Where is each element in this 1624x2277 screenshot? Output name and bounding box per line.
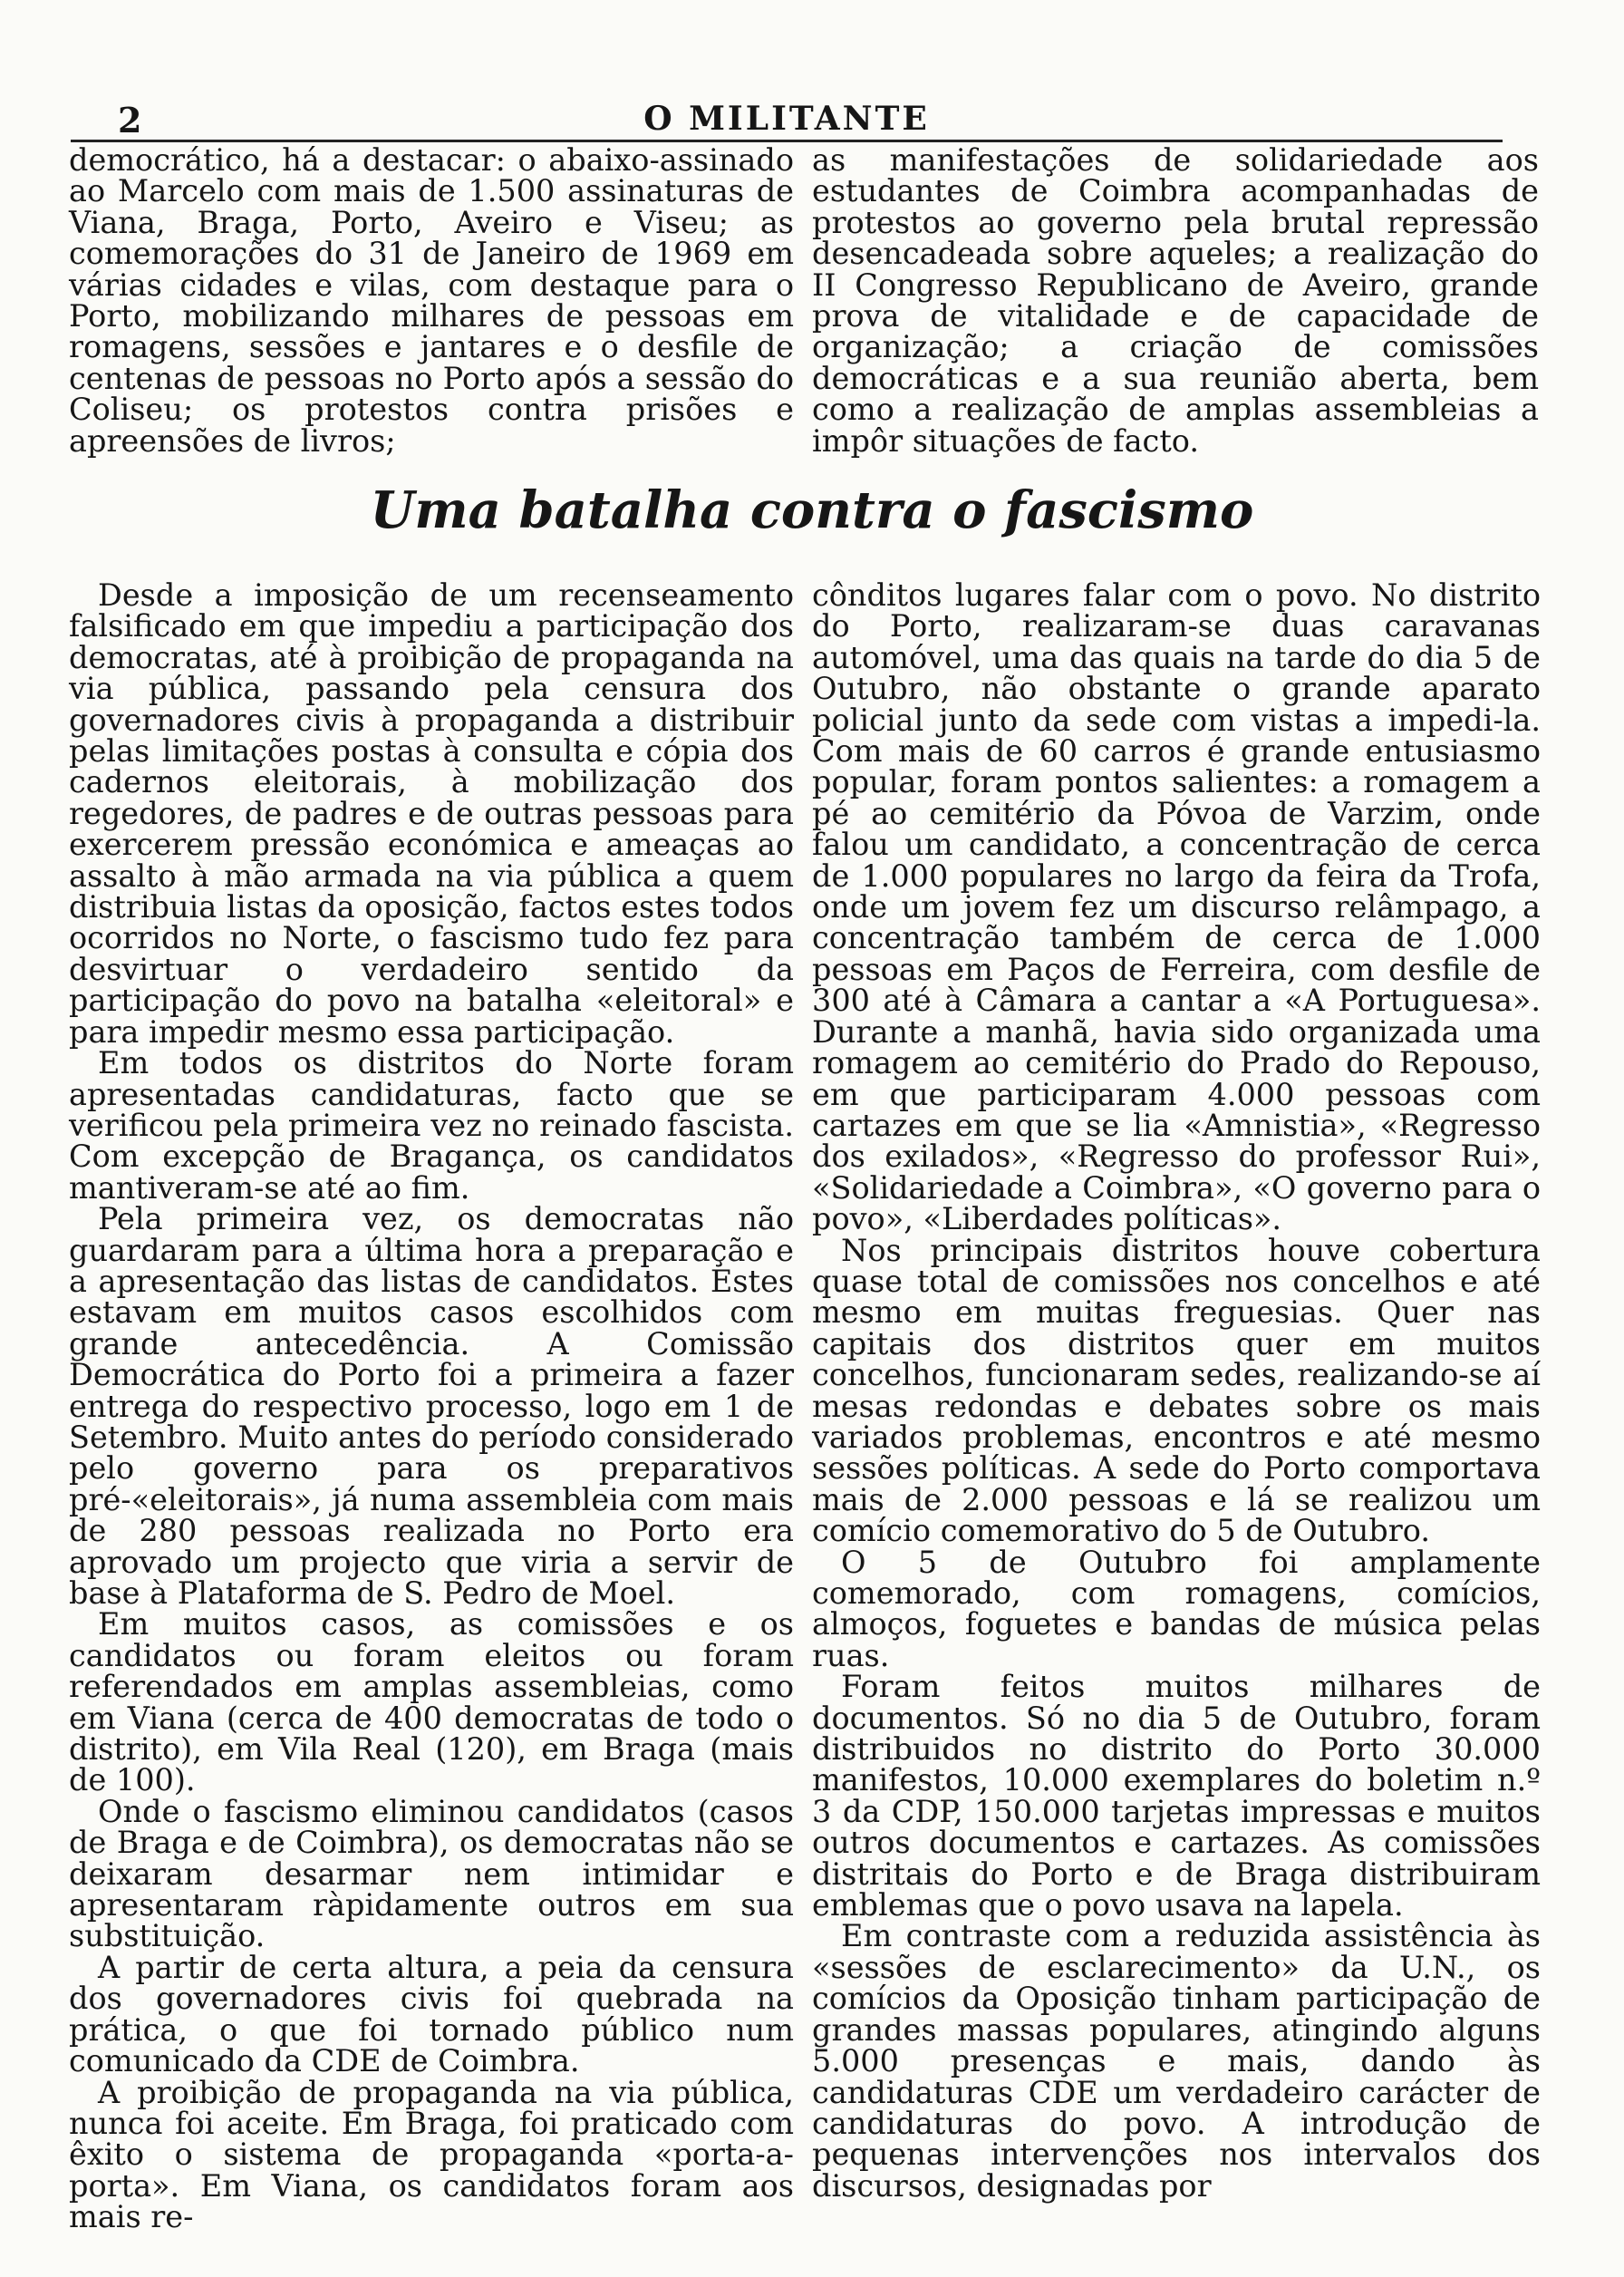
- paragraph: cônditos lugares falar com o povo. No distrito do Porto, realizaram-se duas caravanas automóvel, uma das quais na tarde do dia 5 de Outubro, não obstante o grande aparato policial junto da sede com vistas a impedi-la. Com mais de 60 carros é grande entusiasmo popular, foram pontos salientes: a romagem a pé ao cemitério da Póvoa de Varzim, onde falou um candidato, a concentração de cerca de 1.000 populares no largo da feira da Trofa, onde um jovem fez um discurso relâmpago, a concentração também de cerca de 1.000 pessoas em Paços de Ferreira, com desfile de 300 até à Câmara a cantar a «A Portuguesa». Durante a manhã, havia sido organizada uma romagem ao cemitério do Prado do Repouso, em que participaram 4.000 pessoas com cartazes em que se lia «Amnistia», «Regresso dos exilados», «Regresso do professor Rui», «Solidariedade a Coimbra», «O governo para o povo», «Liberdades políticas».: [812, 577, 1541, 1237]
- article-left-column: [69, 577, 794, 2235]
- intro-right-paragraph: as manifestações de solidariedade aos estudantes de Coimbra acompanhadas de protestos ao governo pela brutal repressão desencadeada sobre aqueles; a realização do II Congresso Republicano de Aveiro, grande prova de vitalidade e de capacidade de organização; a criação de comissões democráticas e a sua reunião aberta, bem como a realização de amplas assembleias a impôr situações de facto.: [812, 142, 1539, 459]
- article-right-column: [812, 577, 1541, 2204]
- paragraph: A proibição de propaganda na via pública, nunca foi aceite. Em Braga, foi praticado com êxito o sistema de propaganda «porta-a-porta». Em Viana, os candidatos foram aos mais re-: [69, 2074, 794, 2235]
- journal-title: O MILITANTE: [643, 100, 930, 138]
- paragraph: A partir de certa altura, a peia da censura dos governadores civis foi quebrada na prática, o que foi tornado público num comunicado da CDE de Coimbra.: [69, 1949, 794, 2079]
- paragraph: O 5 de Outubro foi amplamente comemorado, com romagens, comícios, almoços, foguetes e bandas de música pelas ruas.: [812, 1544, 1541, 1673]
- paragraph: Em todos os distritos do Norte foram apresentadas candidaturas, facto que se verificou pela primeira vez no reinado fascista. Com excepção de Bragança, os candidatos mantiveram-se até ao fim.: [69, 1045, 794, 1206]
- paragraph: Pela primeira vez, os democratas não guardaram para a última hora a preparação e a apresentação das listas de candidatos. Estes estavam em muitos casos escolhidos com grande antecedência. A Comissão Democrática do Porto foi a primeira a fazer entrega do respectivo processo, logo em 1 de Setembro. Muito antes do período considerado pelo governo para os preparativos pré-«eleitorais», já numa assembleia com mais de 280 pessoas realizada no Porto era aprovado um projecto que viria a servir de base à Plataforma de S. Pedro de Moel.: [69, 1201, 794, 1611]
- paragraph: Nos principais distritos houve cobertura quase total de comissões nos concelhos e até mesmo em muitas freguesias. Quer nas capitais dos distritos quer em muitos concelhos, funcionaram sedes, realizando-se aí mesas redondas e debates sobre os mais variados problemas, encontros e até mesmo sessões políticas. A sede do Porto comportava mais de 2.000 pessoas e lá se realizou um comício comemorativo do 5 de Outubro.: [812, 1232, 1541, 1549]
- paragraph: Em muitos casos, as comissões e os candidatos ou foram eleitos ou foram referendados em amplas assembleias, como em Viana (cerca de 400 democratas de todo o distrito), em Vila Real (120), em Braga (mais de 100).: [69, 1606, 794, 1798]
- paragraph: Desde a imposição de um recenseamento falsificado em que impediu a participação dos democratas, até à proibição de propaganda na via pública, passando pela censura dos governadores civis à propaganda a distribuir pelas limitações postas à consulta e cópia dos cadernos eleitorais, à mobilização dos regedores, de padres e de outras pessoas para exercerem pressão económica e ameaças ao assalto à mão armada na via pública a quem distribuia listas da oposição, factos estes todos ocorridos no Norte, o fascismo tudo fez para desvirtuar o verdadeiro sentido da participação do povo na batalha «eleitoral» e para impedir mesmo essa participação.: [69, 577, 794, 1050]
- intro-left-paragraph: democrático, há a destacar: o abaixo-assinado ao Marcelo com mais de 1.500 assinaturas de Viana, Braga, Porto, Aveiro e Viseu; as comemorações do 31 de Janeiro de 1969 em várias cidades e vilas, com destaque para o Porto, mobilizando milhares de pessoas em romagens, sessões e jantares e o desfile de centenas de pessoas no Porto após a sessão do Coliseu; os protestos contra prisões e apreensões de livros;: [69, 142, 794, 459]
- paragraph: Onde o fascismo eliminou candidatos (casos de Braga e de Coimbra), os democratas não se deixaram desarmar nem intimidar e apresentaram ràpidamente outros em sua substituição.: [69, 1793, 794, 1954]
- page-number: 2: [118, 100, 142, 140]
- article-headline: Uma batalha contra o fascismo: [370, 480, 1254, 540]
- paragraph: Foram feitos muitos milhares de documentos. Só no dia 5 de Outubro, foram distribuidos no distrito do Porto 30.000 manifestos, 10.000 exemplares do boletim n.º 3 da CDP, 150.000 tarjetas impressas e muitos outros documentos e cartazes. As comissões distritais do Porto e de Braga distribuiram emblemas que o povo usava na lapela.: [812, 1669, 1541, 1923]
- paragraph: Em contraste com a reduzida assistência às «sessões de esclarecimento» da U.N., os comícios da Oposição tinham participação de grandes massas populares, atingindo alguns 5.000 presenças e mais, dando às candidaturas CDE um verdadeiro carácter de candidaturas do povo. A introdução de pequenas intervenções nos intervalos dos discursos, designadas por: [812, 1918, 1541, 2204]
- page-header: [71, 98, 1503, 142]
